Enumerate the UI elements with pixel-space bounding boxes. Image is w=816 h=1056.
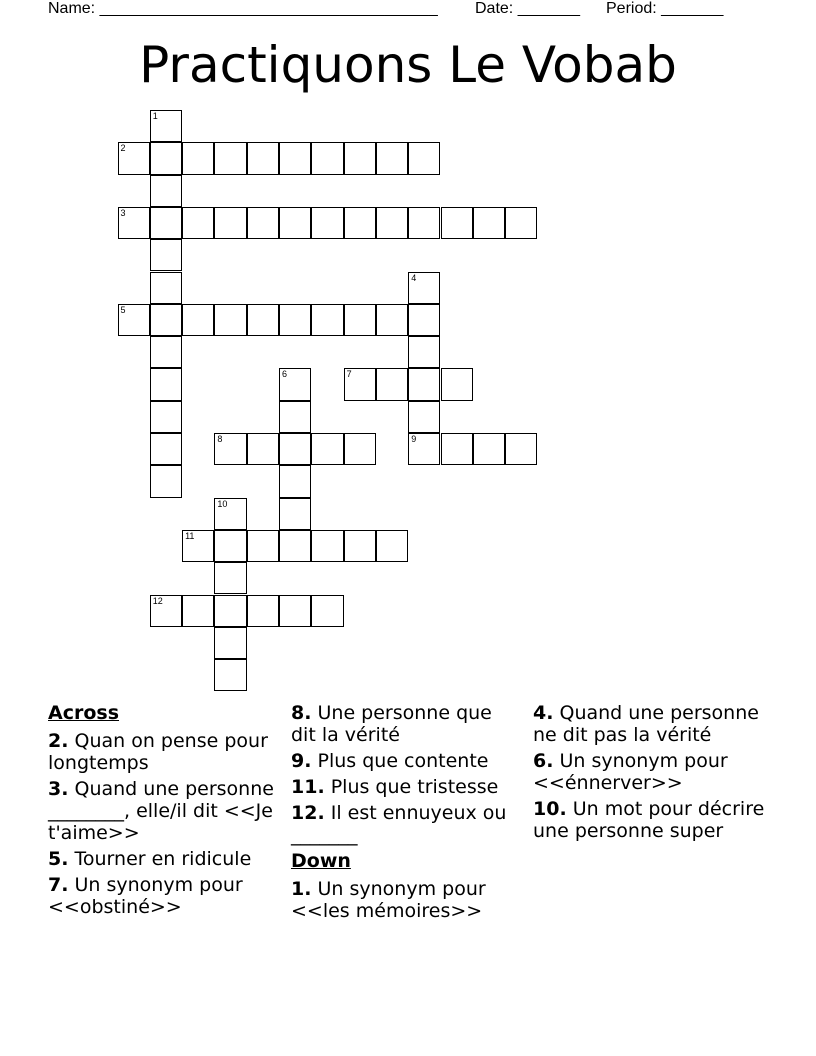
crossword-cell[interactable] <box>150 401 182 433</box>
clue-down-1: 1. Un synonym pour <<les mémoires>> <box>291 878 486 922</box>
crossword-cell[interactable] <box>441 433 473 465</box>
crossword-cell[interactable] <box>182 304 214 336</box>
crossword-cell[interactable] <box>214 595 246 627</box>
crossword-cell[interactable] <box>408 272 440 304</box>
crossword-cell[interactable] <box>376 530 408 562</box>
crossword-cell[interactable] <box>279 595 311 627</box>
crossword-cell[interactable] <box>150 272 182 304</box>
crossword-cell[interactable] <box>279 401 311 433</box>
name-field-label: Name: ______________________________________ <box>48 0 438 17</box>
crossword-cell[interactable] <box>118 304 150 336</box>
crossword-cell[interactable] <box>344 304 376 336</box>
crossword-cell[interactable] <box>311 142 343 174</box>
crossword-cell[interactable] <box>150 336 182 368</box>
crossword-cell[interactable] <box>376 304 408 336</box>
crossword-cell[interactable] <box>311 530 343 562</box>
crossword-cell[interactable] <box>376 368 408 400</box>
crossword-cell[interactable] <box>311 433 343 465</box>
crossword-cell[interactable] <box>311 304 343 336</box>
clue-column-2 <box>291 702 519 926</box>
crossword-cell[interactable] <box>214 304 246 336</box>
crossword-cell[interactable] <box>247 304 279 336</box>
clue-across-3: 3. Quand une personne ________, elle/il dit <<Je t'aime>> <box>48 778 274 844</box>
crossword-cell[interactable] <box>214 433 246 465</box>
crossword-cell[interactable] <box>408 336 440 368</box>
crossword-cell[interactable] <box>344 433 376 465</box>
cell-number: 1 <box>152 111 158 121</box>
cell-number: 12 <box>152 595 163 606</box>
crossword-cell[interactable] <box>408 304 440 336</box>
crossword-cell[interactable] <box>376 207 408 239</box>
header-line <box>0 0 816 20</box>
cell-number: 10 <box>217 498 228 509</box>
cell-number: 4 <box>411 272 417 283</box>
crossword-cell[interactable] <box>279 304 311 336</box>
crossword-cell[interactable] <box>247 207 279 239</box>
crossword-cell[interactable] <box>150 110 182 142</box>
crossword-cell[interactable] <box>279 530 311 562</box>
crossword-cell[interactable] <box>473 207 505 239</box>
crossword-cell[interactable] <box>408 207 440 239</box>
crossword-cell[interactable] <box>344 530 376 562</box>
crossword-cell[interactable] <box>441 207 473 239</box>
crossword-cell[interactable] <box>150 207 182 239</box>
crossword-cell[interactable] <box>279 142 311 174</box>
crossword-cell[interactable] <box>247 142 279 174</box>
crossword-cell[interactable] <box>247 433 279 465</box>
clue-across-7: 7. Un synonym pour <<obstiné>> <box>48 874 243 918</box>
clue-column-3 <box>533 702 768 846</box>
cell-number: 6 <box>282 369 288 380</box>
clue-down-6: 6. Un synonym pour <<énnerver>> <box>533 750 728 794</box>
cell-number: 11 <box>185 530 195 541</box>
crossword-cell[interactable] <box>311 207 343 239</box>
crossword-cell[interactable] <box>150 142 182 174</box>
period-field-label: Period: _______ <box>606 0 724 17</box>
crossword-cell[interactable] <box>473 433 505 465</box>
crossword-cell[interactable] <box>376 142 408 174</box>
crossword-cell[interactable] <box>182 530 214 562</box>
crossword-cell[interactable] <box>118 142 150 174</box>
crossword-cell[interactable] <box>150 239 182 271</box>
cell-number: 8 <box>217 434 223 444</box>
crossword-cell[interactable] <box>214 530 246 562</box>
crossword-cell[interactable] <box>150 175 182 207</box>
crossword-cell[interactable] <box>408 142 440 174</box>
crossword-cell[interactable] <box>505 207 537 239</box>
crossword-cell[interactable] <box>279 207 311 239</box>
crossword-cell[interactable] <box>150 304 182 336</box>
cell-number: 5 <box>120 304 126 315</box>
down-heading: Down <box>291 850 351 872</box>
crossword-cell[interactable] <box>150 465 182 497</box>
crossword-cell[interactable] <box>214 659 246 691</box>
clue-across-8: 8. Une personne que dit la vérité <box>291 702 492 746</box>
page-title: Practiquons Le Vobab <box>139 36 677 94</box>
crossword-cell[interactable] <box>344 142 376 174</box>
crossword-cell[interactable] <box>118 207 150 239</box>
crossword-cell[interactable] <box>279 368 311 400</box>
crossword-cell[interactable] <box>182 142 214 174</box>
clue-down-4: 4. Quand une personne ne dit pas la vérité <box>533 702 759 746</box>
crossword-cell[interactable] <box>408 433 440 465</box>
crossword-cell[interactable] <box>214 627 246 659</box>
cell-number: 3 <box>120 207 126 218</box>
crossword-cell[interactable] <box>182 595 214 627</box>
clue-across-9: 9. Plus que contente <box>291 750 489 772</box>
date-field-label: Date: _______ <box>475 0 580 17</box>
crossword-cell[interactable] <box>344 207 376 239</box>
crossword-cell[interactable] <box>214 207 246 239</box>
crossword-cell[interactable] <box>505 433 537 465</box>
clue-across-11: 11. Plus que tristesse <box>291 776 499 798</box>
crossword-cell[interactable] <box>279 498 311 530</box>
clue-down-10: 10. Un mot pour décrire une personne super <box>533 798 765 842</box>
cell-number: 9 <box>411 434 417 444</box>
crossword-cell[interactable] <box>150 433 182 465</box>
clue-across-2: 2. Quan on pense pour longtemps <box>48 730 268 774</box>
cell-number: 7 <box>346 369 352 380</box>
crossword-cell[interactable] <box>344 368 376 400</box>
crossword-cell[interactable] <box>150 595 182 627</box>
crossword-cell[interactable] <box>441 368 473 400</box>
crossword-cell[interactable] <box>247 595 279 627</box>
crossword-cell[interactable] <box>214 498 246 530</box>
crossword-cell[interactable] <box>408 368 440 400</box>
crossword-cell[interactable] <box>279 433 311 465</box>
crossword-cell[interactable] <box>408 401 440 433</box>
crossword-cell[interactable] <box>247 530 279 562</box>
cell-number: 2 <box>120 143 126 154</box>
crossword-cell[interactable] <box>311 595 343 627</box>
clue-across-5: 5. Tourner en ridicule <box>48 848 252 870</box>
crossword-cell[interactable] <box>214 142 246 174</box>
crossword-cell[interactable] <box>150 368 182 400</box>
crossword-cell[interactable] <box>182 207 214 239</box>
clue-column-1 <box>48 702 278 922</box>
clue-across-12: 12. Il est ennuyeux ou _______ <box>291 802 507 846</box>
across-heading: Across <box>48 702 120 724</box>
crossword-cell[interactable] <box>279 465 311 497</box>
crossword-cell[interactable] <box>214 562 246 594</box>
